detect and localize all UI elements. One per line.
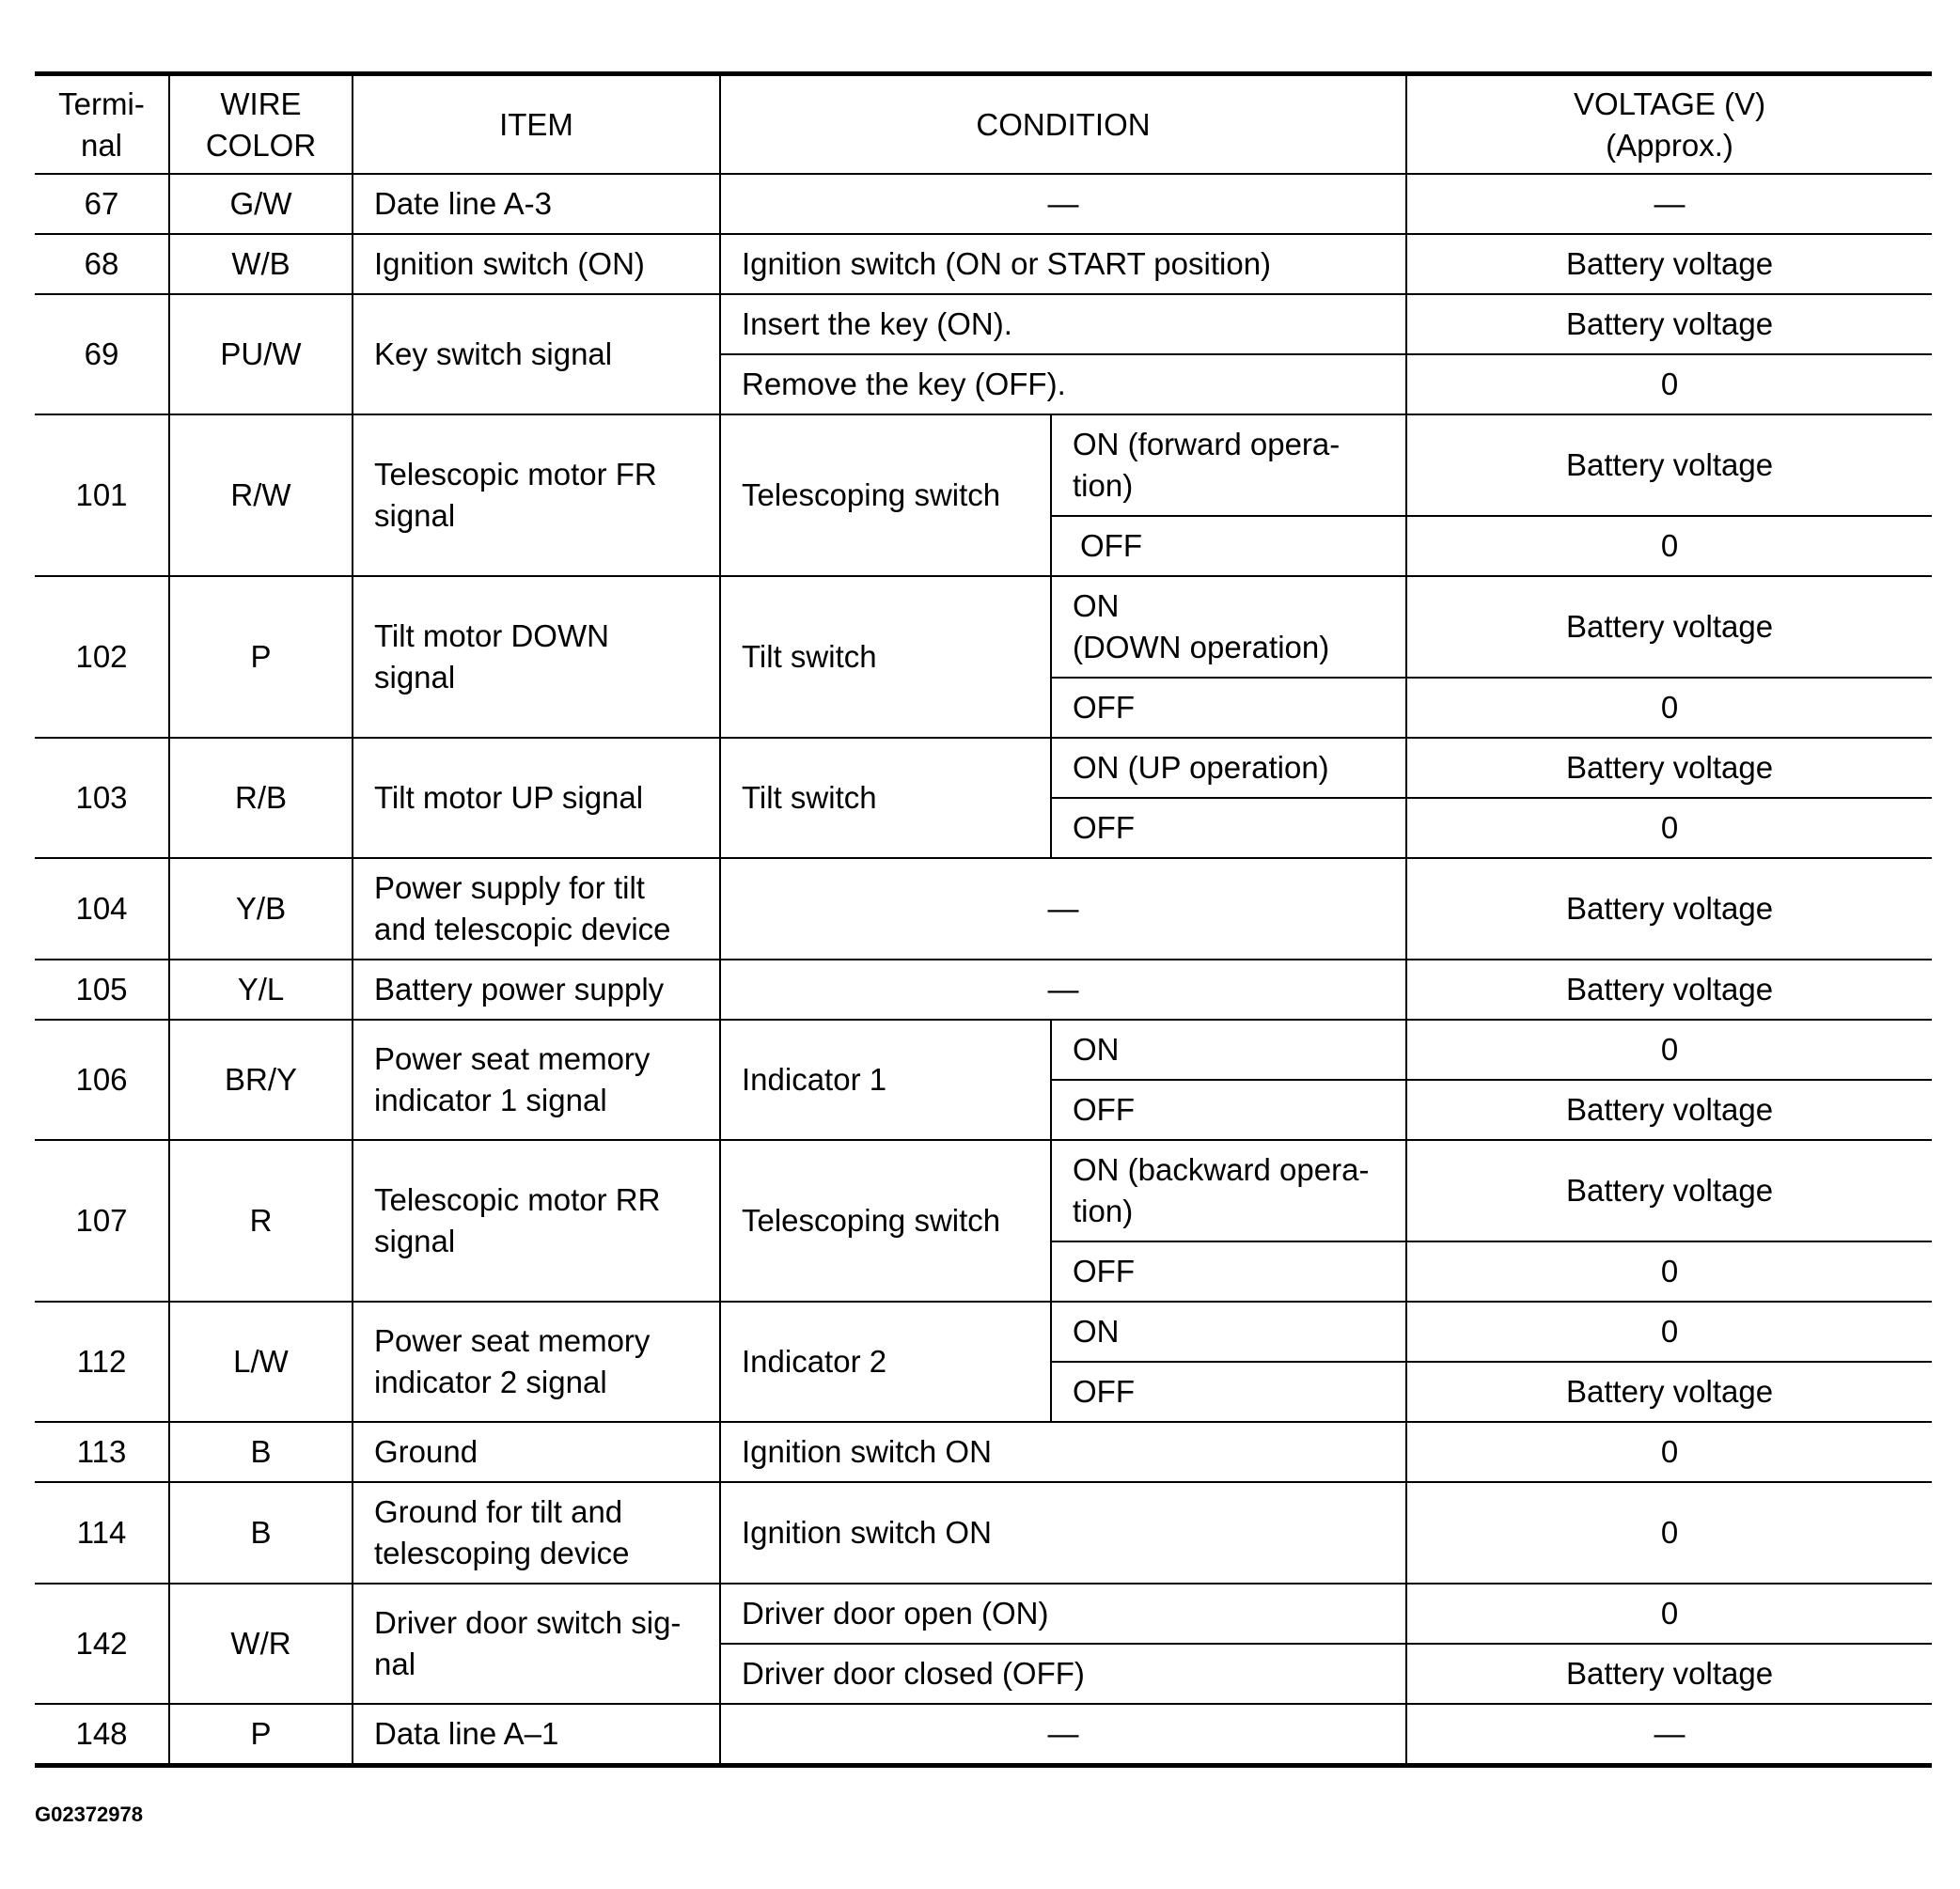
terminal-cell: 112 (35, 1302, 169, 1422)
voltage-cell: 0 (1406, 1584, 1932, 1644)
table-row (35, 1482, 1932, 1584)
voltage-cell: 0 (1406, 1020, 1932, 1080)
sub-condition-cell: ON (1051, 1020, 1406, 1080)
terminal-cell: 102 (35, 576, 169, 738)
item-cell: Telescopic motor FR signal (353, 414, 720, 576)
condition-cell: Telescoping switch (720, 1140, 1051, 1302)
sub-condition-cell: ON (backward opera- tion) (1051, 1140, 1406, 1241)
voltage-cell: Battery voltage (1406, 234, 1932, 294)
terminal-cell: 106 (35, 1020, 169, 1140)
table-row (35, 234, 1932, 294)
condition-cell: Telescoping switch (720, 414, 1051, 576)
wire-color-cell: Y/L (169, 960, 353, 1020)
wire-color-cell: R/W (169, 414, 353, 576)
header-voltage: VOLTAGE (V) (Approx.) (1406, 74, 1932, 175)
voltage-cell: 0 (1406, 1422, 1932, 1482)
terminal-cell: 104 (35, 858, 169, 960)
terminal-cell: 148 (35, 1704, 169, 1766)
voltage-cell: 0 (1406, 1482, 1932, 1584)
terminal-cell: 68 (35, 234, 169, 294)
condition-cell: Remove the key (OFF). (720, 354, 1406, 414)
sub-condition-cell: ON (forward opera- tion) (1051, 414, 1406, 516)
header-item: ITEM (353, 74, 720, 175)
wire-color-cell: R/B (169, 738, 353, 858)
voltage-cell: Battery voltage (1406, 576, 1932, 678)
item-cell: Power seat memory indicator 1 signal (353, 1020, 720, 1140)
condition-cell: Driver door open (ON) (720, 1584, 1406, 1644)
wire-color-cell: W/B (169, 234, 353, 294)
sub-condition-cell: ON (1051, 1302, 1406, 1362)
item-cell: Ground for tilt and telescoping device (353, 1482, 720, 1584)
sub-condition-cell: OFF (1051, 516, 1406, 576)
voltage-cell: Battery voltage (1406, 1644, 1932, 1704)
voltage-cell: Battery voltage (1406, 738, 1932, 798)
table-header-row (35, 74, 1932, 175)
terminal-cell: 67 (35, 174, 169, 234)
wire-color-cell: L/W (169, 1302, 353, 1422)
voltage-cell: Battery voltage (1406, 960, 1932, 1020)
voltage-cell: — (1406, 174, 1932, 234)
sub-condition-cell: OFF (1051, 678, 1406, 738)
sub-condition-cell: OFF (1051, 798, 1406, 858)
item-cell: Tilt motor DOWN signal (353, 576, 720, 738)
table-row (35, 1020, 1932, 1080)
voltage-cell: 0 (1406, 798, 1932, 858)
terminal-cell: 105 (35, 960, 169, 1020)
item-cell: Ground (353, 1422, 720, 1482)
condition-cell: — (720, 1704, 1406, 1766)
condition-cell: Tilt switch (720, 738, 1051, 858)
table-row (35, 414, 1932, 516)
voltage-cell: 0 (1406, 1241, 1932, 1302)
condition-cell: Ignition switch (ON or START position) (720, 234, 1406, 294)
figure-id: G02372978 (35, 1803, 143, 1826)
item-cell: Power supply for tilt and telescopic device (353, 858, 720, 960)
item-cell: Battery power supply (353, 960, 720, 1020)
table-row (35, 1422, 1932, 1482)
item-cell: Telescopic motor RR signal (353, 1140, 720, 1302)
item-cell: Data line A–1 (353, 1704, 720, 1766)
sub-condition-cell: OFF (1051, 1080, 1406, 1140)
sub-condition-cell: OFF (1051, 1362, 1406, 1422)
condition-cell: Indicator 2 (720, 1302, 1051, 1422)
terminal-cell: 142 (35, 1584, 169, 1704)
terminal-voltage-table-container (35, 71, 1932, 1768)
item-cell: Tilt motor UP signal (353, 738, 720, 858)
wire-color-cell: Y/B (169, 858, 353, 960)
condition-cell: Insert the key (ON). (720, 294, 1406, 354)
voltage-cell: Battery voltage (1406, 294, 1932, 354)
voltage-cell: 0 (1406, 1302, 1932, 1362)
table-row (35, 960, 1932, 1020)
condition-cell: Ignition switch ON (720, 1422, 1406, 1482)
table-row (35, 858, 1932, 960)
wire-color-cell: PU/W (169, 294, 353, 414)
table-row (35, 174, 1932, 234)
header-terminal: Termi- nal (35, 74, 169, 175)
header-wire-color: WIRE COLOR (169, 74, 353, 175)
voltage-cell: — (1406, 1704, 1932, 1766)
voltage-cell: 0 (1406, 678, 1932, 738)
item-cell: Date line A-3 (353, 174, 720, 234)
wire-color-cell: B (169, 1482, 353, 1584)
wire-color-cell: R (169, 1140, 353, 1302)
table-row (35, 1140, 1932, 1241)
condition-cell: Tilt switch (720, 576, 1051, 738)
sub-condition-cell: ON (DOWN operation) (1051, 576, 1406, 678)
condition-cell: — (720, 174, 1406, 234)
wire-color-cell: G/W (169, 174, 353, 234)
terminal-cell: 107 (35, 1140, 169, 1302)
voltage-cell: Battery voltage (1406, 1362, 1932, 1422)
wire-color-cell: W/R (169, 1584, 353, 1704)
item-cell: Driver door switch sig- nal (353, 1584, 720, 1704)
table-row (35, 576, 1932, 678)
voltage-cell: 0 (1406, 516, 1932, 576)
table-row (35, 1704, 1932, 1766)
table-row (35, 738, 1932, 798)
item-cell: Power seat memory indicator 2 signal (353, 1302, 720, 1422)
voltage-cell: 0 (1406, 354, 1932, 414)
condition-cell: Driver door closed (OFF) (720, 1644, 1406, 1704)
voltage-cell: Battery voltage (1406, 1140, 1932, 1241)
voltage-cell: Battery voltage (1406, 858, 1932, 960)
terminal-cell: 101 (35, 414, 169, 576)
voltage-cell: Battery voltage (1406, 414, 1932, 516)
condition-cell: — (720, 858, 1406, 960)
condition-cell: Indicator 1 (720, 1020, 1051, 1140)
condition-cell: — (720, 960, 1406, 1020)
header-condition: CONDITION (720, 74, 1406, 175)
table-row (35, 1302, 1932, 1362)
voltage-cell: Battery voltage (1406, 1080, 1932, 1140)
table-row (35, 1584, 1932, 1644)
item-cell: Ignition switch (ON) (353, 234, 720, 294)
terminal-cell: 103 (35, 738, 169, 858)
table-row (35, 294, 1932, 354)
item-cell: Key switch signal (353, 294, 720, 414)
wire-color-cell: B (169, 1422, 353, 1482)
terminal-cell: 114 (35, 1482, 169, 1584)
terminal-cell: 69 (35, 294, 169, 414)
wire-color-cell: P (169, 1704, 353, 1766)
wire-color-cell: P (169, 576, 353, 738)
condition-cell: Ignition switch ON (720, 1482, 1406, 1584)
wire-color-cell: BR/Y (169, 1020, 353, 1140)
terminal-cell: 113 (35, 1422, 169, 1482)
sub-condition-cell: OFF (1051, 1241, 1406, 1302)
sub-condition-cell: ON (UP operation) (1051, 738, 1406, 798)
terminal-voltage-table (35, 71, 1932, 1768)
